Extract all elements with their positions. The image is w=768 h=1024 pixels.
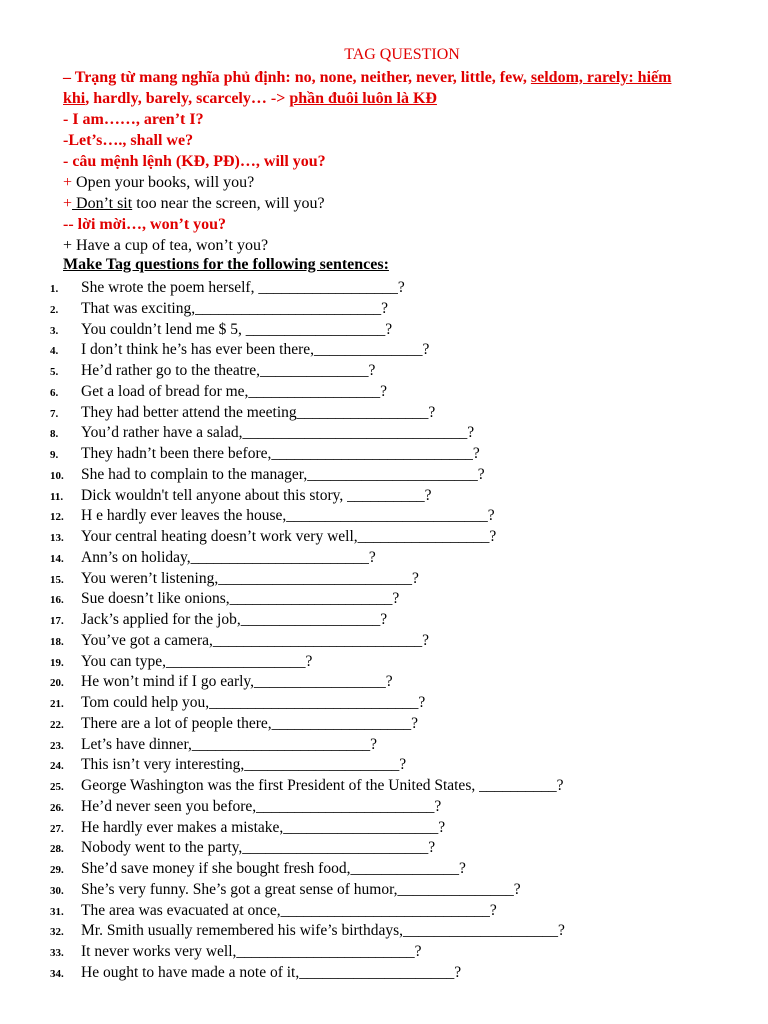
rule-negative-adverbs-cont (63, 88, 753, 109)
item-number: 6. (50, 386, 59, 399)
item-sentence: She’s very funny. She’s got a great sense of humor,_______________? (81, 880, 521, 898)
example-cup-of-tea: + Have a cup of tea, won’t you? (63, 237, 269, 254)
grammar-rules (63, 67, 753, 256)
item-number: 18. (50, 635, 64, 648)
rule-hardly-text: , hardly, barely, scarcely… -> (85, 90, 290, 107)
item-number: 17. (50, 615, 64, 627)
item-sentence: This isn’t very interesting,____________________? (81, 756, 407, 774)
item-number: 4. (50, 345, 59, 358)
item-sentence: Your central heating doesn’t work very well,_________________? (81, 528, 497, 545)
item-sentence: H e hardly ever leaves the house,__________________________? (81, 507, 495, 525)
item-sentence: She’d save money if she bought fresh food,______________? (81, 860, 466, 877)
rule-underlined-positive-tag: phần đuôi luôn là KĐ (289, 90, 437, 107)
item-number: 15. (50, 573, 64, 586)
rule-negative-adverbs (63, 67, 753, 88)
rule-underlined-seldom: seldom, rarely: hiếm (530, 69, 672, 86)
rule-negative-adverbs-text: – Trạng từ mang nghĩa phủ định: no, none, neither, never, little, few, (63, 69, 531, 86)
item-number: 21. (50, 698, 64, 710)
item-sentence: You couldn’t lend me $ 5, __________________? (81, 320, 393, 338)
list-item (0, 880, 768, 901)
item-sentence: You weren’t listening,_________________________? (81, 569, 419, 587)
item-sentence: George Washington was the first President of the United States, __________? (81, 777, 564, 794)
item-sentence: They had better attend the meeting_________________? (81, 403, 436, 421)
list-item (0, 486, 768, 507)
list-item (0, 527, 768, 548)
item-number: 16. (50, 594, 64, 607)
item-sentence: They hadn’t been there before,__________________________? (81, 445, 480, 462)
item-number: 24. (50, 760, 64, 773)
item-sentence: The area was evacuated at once,___________________________? (81, 901, 497, 919)
item-number: 1. (50, 283, 59, 295)
item-sentence: Ann’s on holiday,_______________________? (81, 548, 376, 566)
list-item (0, 797, 768, 818)
list-item (0, 838, 768, 859)
item-sentence: Mr. Smith usually remembered his wife’s birthdays,____________________? (81, 922, 565, 940)
rule-imperative: - câu mệnh lệnh (KĐ, PĐ)…, will you? (63, 153, 326, 170)
item-sentence: Tom could help you,___________________________? (81, 694, 426, 711)
list-item (0, 444, 768, 465)
list-item (0, 693, 768, 714)
list-item (0, 361, 768, 382)
list-item (0, 714, 768, 735)
question-list (0, 278, 768, 984)
item-sentence: That was exciting,________________________? (81, 299, 388, 317)
item-sentence: You can type,__________________? (81, 652, 313, 670)
item-sentence: He’d rather go to the theatre,______________? (81, 362, 376, 379)
list-item (0, 589, 768, 610)
example-dont-sit (63, 193, 753, 214)
page-title: TAG QUESTION (344, 46, 460, 63)
item-number: 20. (50, 677, 64, 690)
item-number: 12. (50, 511, 64, 524)
list-item (0, 652, 768, 673)
item-number: 13. (50, 532, 64, 544)
list-item (0, 403, 768, 424)
list-item (0, 776, 768, 797)
list-item (0, 569, 768, 590)
item-sentence: You’d rather have a salad,_____________________________? (81, 424, 475, 442)
item-number: 28. (50, 843, 64, 856)
exercise-instruction: Make Tag questions for the following sentences: (63, 256, 389, 273)
item-sentence: She wrote the poem herself, __________________? (81, 279, 405, 296)
item-number: 3. (50, 324, 59, 337)
item-sentence: I don’t think he’s has ever been there,______________? (81, 341, 430, 359)
list-item (0, 942, 768, 963)
item-number: 30. (50, 884, 64, 897)
item-number: 19. (50, 656, 64, 669)
rule-invitation: -- lời mời…, won’t you? (63, 216, 227, 233)
list-item (0, 299, 768, 320)
list-item (0, 465, 768, 486)
item-number: 32. (50, 926, 64, 939)
item-number: 33. (50, 947, 64, 959)
list-item (0, 963, 768, 984)
list-item (0, 548, 768, 569)
item-number: 26. (50, 801, 64, 814)
example-open-books (63, 172, 753, 193)
item-number: 7. (50, 407, 59, 420)
item-number: 14. (50, 552, 64, 565)
item-sentence: Nobody went to the party,________________________? (81, 839, 436, 857)
list-item (0, 859, 768, 880)
item-number: 29. (50, 864, 64, 876)
item-sentence: He ought to have made a note of it,____________________? (81, 963, 462, 981)
list-item (0, 382, 768, 403)
item-number: 5. (50, 366, 59, 378)
list-item (0, 278, 768, 299)
plus-marker: + (63, 174, 73, 191)
item-number: 9. (50, 449, 59, 461)
example-text: Open your books, will you? (72, 174, 255, 191)
item-sentence: Dick wouldn't tell anyone about this story, __________? (81, 486, 432, 504)
plus-marker: + (63, 195, 73, 212)
list-item (0, 901, 768, 922)
item-number: 31. (50, 905, 64, 918)
item-number: 2. (50, 303, 59, 316)
list-item (0, 610, 768, 631)
item-sentence: He hardly ever makes a mistake,____________________? (81, 818, 446, 836)
item-number: 8. (50, 428, 59, 441)
item-number: 23. (50, 739, 64, 752)
item-sentence: There are a lot of people there,__________________? (81, 714, 419, 732)
list-item (0, 423, 768, 444)
item-number: 22. (50, 718, 64, 731)
rule-underlined-khi: khi (63, 90, 86, 107)
item-number: 34. (50, 967, 64, 980)
rule-i-am: - I am……, aren’t I? (63, 111, 204, 128)
item-sentence: Jack’s applied for the job,__________________? (81, 611, 388, 628)
item-sentence: Sue doesn’t like onions,_____________________? (81, 590, 400, 608)
item-sentence: He won’t mind if I go early,_________________? (81, 673, 393, 691)
item-sentence: He’d never seen you before,_______________________? (81, 797, 442, 815)
list-item (0, 755, 768, 776)
item-sentence: She had to complain to the manager,______________________? (81, 465, 485, 483)
item-number: 25. (50, 781, 64, 793)
item-sentence: Get a load of bread for me,_________________? (81, 382, 388, 400)
item-number: 11. (50, 490, 64, 503)
item-sentence: It never works very well,_______________________? (81, 943, 422, 960)
list-item (0, 506, 768, 527)
rule-lets: -Let’s…., shall we? (63, 132, 194, 149)
item-sentence: You’ve got a camera,___________________________? (81, 631, 429, 649)
example-text: too near the screen, will you? (132, 195, 325, 212)
list-item (0, 320, 768, 341)
item-sentence: Let’s have dinner,_______________________? (81, 735, 377, 753)
item-number: 10. (50, 469, 64, 482)
list-item (0, 818, 768, 839)
list-item (0, 921, 768, 942)
example-underlined: Don’t sit (72, 195, 133, 212)
list-item (0, 340, 768, 361)
list-item (0, 735, 768, 756)
item-number: 27. (50, 822, 64, 835)
list-item (0, 672, 768, 693)
list-item (0, 631, 768, 652)
